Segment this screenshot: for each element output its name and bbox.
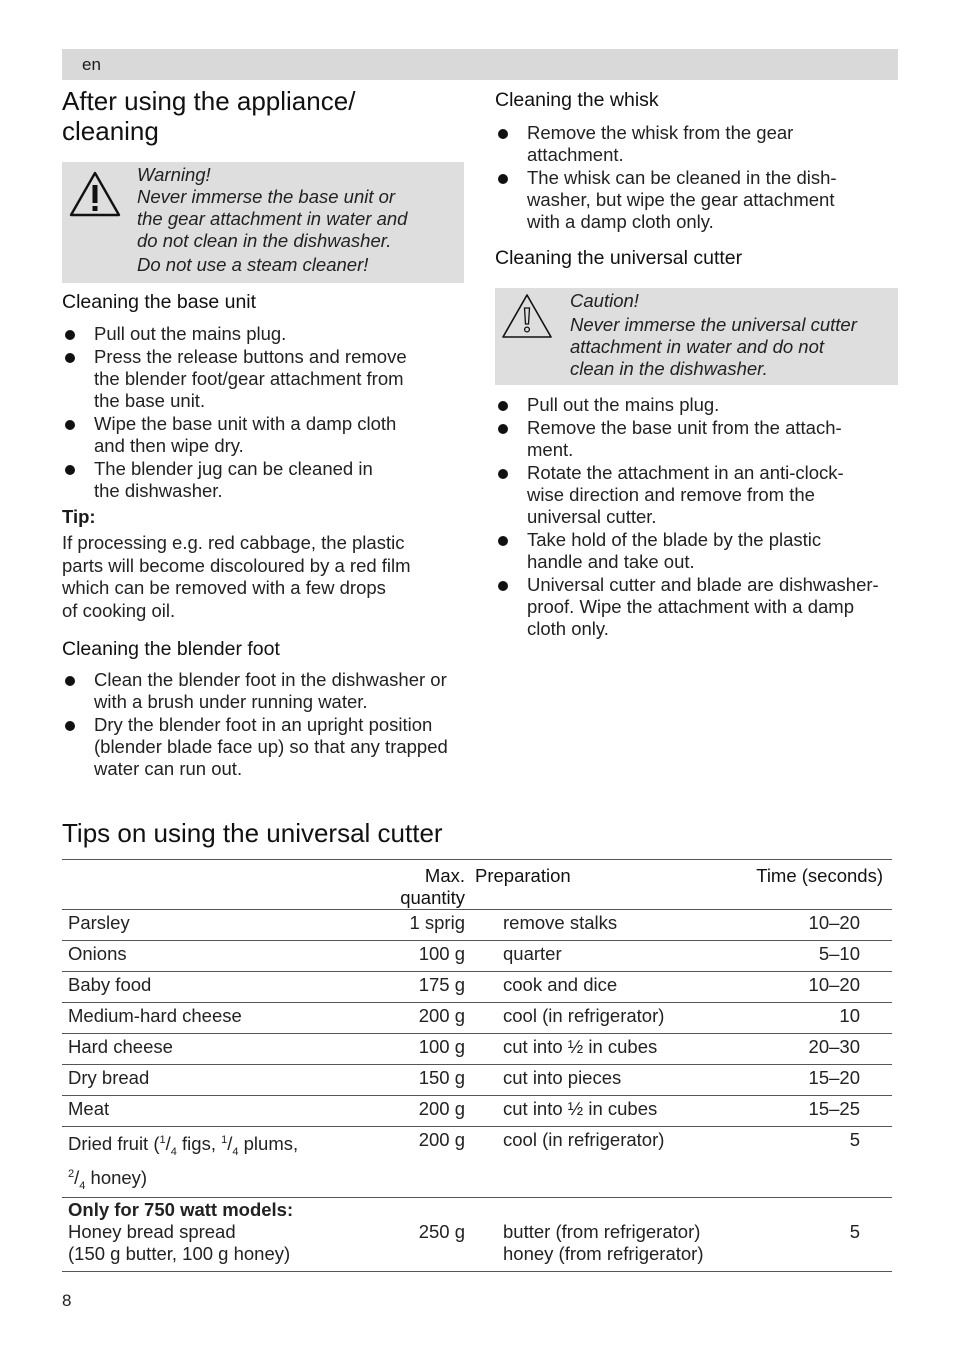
warning-box bbox=[62, 162, 464, 283]
list-item: Dry the blender foot in an upright position (blender blade face up) so that any trapped water can run out. bbox=[62, 714, 464, 780]
warning-line: Never immerse the base unit or bbox=[137, 186, 396, 207]
table-row bbox=[62, 910, 892, 941]
table-row bbox=[62, 1003, 892, 1034]
blender-foot-list bbox=[62, 669, 464, 780]
cutter-list bbox=[495, 394, 898, 640]
cutter-heading: Cleaning the universal cutter bbox=[495, 247, 743, 269]
cell-quantity: 175 g bbox=[418, 974, 465, 995]
list-item: Pull out the mains plug. bbox=[62, 323, 464, 345]
warning-text bbox=[62, 164, 464, 276]
cell-time: 15–25 bbox=[808, 1098, 860, 1119]
cell-preparation: remove stalks bbox=[503, 912, 618, 933]
caution-text bbox=[495, 290, 898, 380]
list-item: The whisk can be cleaned in the dish- washer, but wipe the gear attachment with a damp cloth only. bbox=[495, 167, 898, 233]
page-number: 8 bbox=[62, 1291, 72, 1310]
tip-text: If processing e.g. red cabbage, the plastic parts will become discoloured by a red film which can be removed with a few drops of cooking oil. bbox=[62, 532, 411, 621]
table-row bbox=[62, 1197, 892, 1271]
cell-time: 15–20 bbox=[808, 1067, 860, 1088]
cell-preparation: cut into pieces bbox=[503, 1067, 622, 1088]
warning-line: Do not use a steam cleaner! bbox=[137, 254, 369, 275]
tips-title: Tips on using the universal cutter bbox=[62, 818, 443, 848]
cell-ingredient: Meat bbox=[68, 1098, 110, 1119]
warning-line: the gear attachment in water and bbox=[137, 208, 408, 229]
whisk-list bbox=[495, 122, 898, 233]
blender-foot-heading: Cleaning the blender foot bbox=[62, 638, 280, 660]
section-title-line1: After using the appliance/ bbox=[62, 86, 356, 116]
section-title-line2: cleaning bbox=[62, 116, 159, 146]
list-item: Remove the whisk from the gear attachment. bbox=[495, 122, 898, 166]
list-item: The blender jug can be cleaned in the dishwasher. bbox=[62, 458, 464, 502]
list-item: Clean the blender foot in the dishwasher or with a brush under running water. bbox=[62, 669, 464, 713]
cell-ingredient: Only for 750 watt models: Honey bread spread (150 g butter, 100 g honey) bbox=[68, 1198, 294, 1264]
cell-quantity: 200 g bbox=[418, 1098, 465, 1119]
list-item: Take hold of the blade by the plastic handle and take out. bbox=[495, 529, 898, 573]
tips-table bbox=[62, 859, 892, 1272]
table-row bbox=[62, 1127, 892, 1198]
whisk-heading: Cleaning the whisk bbox=[495, 89, 659, 111]
warning-title: Warning! bbox=[137, 164, 211, 185]
cell-ingredient: Dried fruit ($^1/_4$ figs, $^1/_4$ plums, $^2/_4$ honey) bbox=[68, 1133, 299, 1192]
caution-line: attachment in water and do not bbox=[570, 336, 825, 357]
header-preparation: Preparation bbox=[475, 865, 571, 886]
cell-time: 20–30 bbox=[808, 1036, 860, 1057]
cell-preparation: cut into ½ in cubes bbox=[503, 1098, 658, 1119]
table-row bbox=[62, 1096, 892, 1127]
cell-time: 5 bbox=[849, 1129, 860, 1150]
warning-line: do not clean in the dishwasher. bbox=[137, 230, 392, 251]
cell-preparation: quarter bbox=[503, 943, 562, 964]
base-unit-heading: Cleaning the base unit bbox=[62, 291, 257, 313]
cell-ingredient: Baby food bbox=[68, 974, 152, 995]
language-bar bbox=[62, 49, 898, 80]
cell-time: 5–10 bbox=[818, 943, 860, 964]
language-code: en bbox=[82, 55, 101, 74]
caution-line: clean in the dishwasher. bbox=[570, 358, 768, 379]
cell-time: 10–20 bbox=[808, 912, 860, 933]
cell-preparation: cut into ½ in cubes bbox=[503, 1036, 658, 1057]
header-max-quantity: Max. quantity bbox=[400, 865, 465, 908]
table-row bbox=[62, 941, 892, 972]
cell-ingredient: Hard cheese bbox=[68, 1036, 173, 1057]
list-item: Pull out the mains plug. bbox=[495, 394, 898, 416]
header-time: Time (seconds) bbox=[756, 865, 883, 886]
caution-box bbox=[495, 288, 898, 385]
cell-quantity: 150 g bbox=[418, 1067, 465, 1088]
cell-quantity: 200 g bbox=[418, 1005, 465, 1026]
table-header-row bbox=[62, 860, 892, 910]
base-unit-list bbox=[62, 323, 464, 502]
cell-ingredient: Dry bread bbox=[68, 1067, 150, 1088]
table-row bbox=[62, 972, 892, 1003]
cell-ingredient: Parsley bbox=[68, 912, 130, 933]
warning-icon bbox=[68, 170, 122, 218]
cell-quantity: 1 sprig bbox=[409, 912, 465, 933]
cell-preparation: butter (from refrigerator) honey (from refrigerator) bbox=[503, 1220, 704, 1264]
caution-title: Caution! bbox=[570, 290, 639, 311]
cell-quantity: 100 g bbox=[418, 943, 465, 964]
list-item: Remove the base unit from the attach- ment. bbox=[495, 417, 898, 461]
section-title bbox=[62, 86, 464, 146]
list-item: Wipe the base unit with a damp cloth and then wipe dry. bbox=[62, 413, 464, 457]
cell-ingredient: Onions bbox=[68, 943, 127, 964]
header-blank bbox=[62, 860, 362, 910]
list-item: Universal cutter and blade are dishwasher- proof. Wipe the attachment with a damp cloth only. bbox=[495, 574, 898, 640]
cell-preparation: cool (in refrigerator) bbox=[503, 1129, 665, 1150]
cell-ingredient: Medium-hard cheese bbox=[68, 1005, 242, 1026]
list-item: Press the release buttons and remove the blender foot/gear attachment from the base unit. bbox=[62, 346, 464, 412]
cell-quantity: 100 g bbox=[418, 1036, 465, 1057]
cell-preparation: cook and dice bbox=[503, 974, 618, 995]
cell-quantity: 250 g bbox=[418, 1220, 465, 1242]
cell-preparation: cool (in refrigerator) bbox=[503, 1005, 665, 1026]
tip-title: Tip: bbox=[62, 506, 96, 527]
table-row bbox=[62, 1065, 892, 1096]
cell-quantity: 200 g bbox=[418, 1129, 465, 1150]
caution-icon bbox=[500, 292, 554, 340]
cell-time: 10 bbox=[839, 1005, 860, 1026]
right-column bbox=[495, 86, 898, 640]
cell-time: 10–20 bbox=[808, 974, 860, 995]
table-row bbox=[62, 1034, 892, 1065]
list-item: Rotate the attachment in an anti-clock- wise direction and remove from the universal cutter. bbox=[495, 462, 898, 528]
caution-line: Never immerse the universal cutter bbox=[570, 314, 857, 335]
cell-time: 5 bbox=[849, 1220, 860, 1242]
left-column bbox=[62, 86, 464, 780]
